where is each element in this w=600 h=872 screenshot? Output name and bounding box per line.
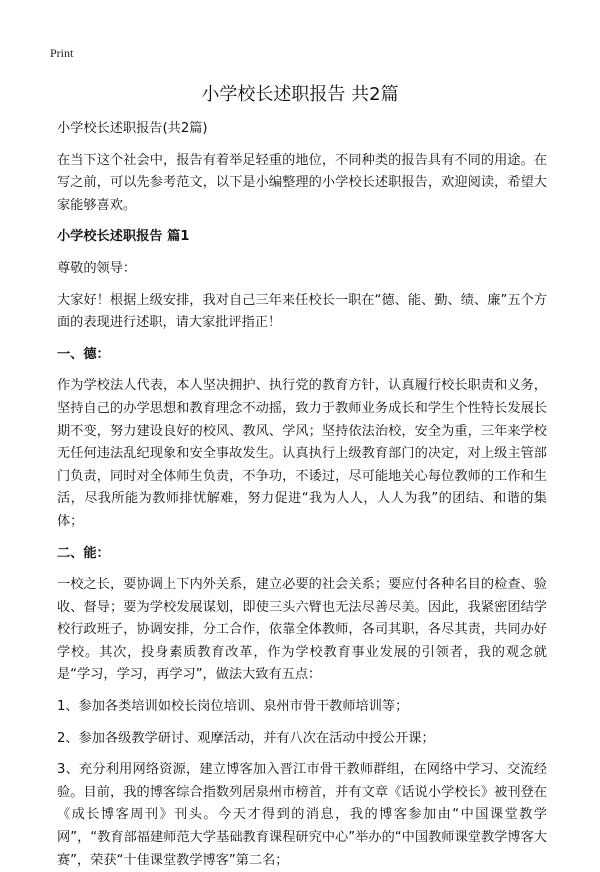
virtue-paragraph: 作为学校法人代表，本人坚决拥护、执行党的教育方针，认真履行校长职责和义务，坚持自己的办学思想和教育理念不动摇，致力于教师业务成长和学生个性特长发展长期不变，努力建设良好的校风、教风、学风；坚持依法治校，安全为重，三年来学校无任何违法乱纪现象和安全事故发生。认真执行上级教育部门的决定，对上级主管部门负责，同时对全体师生负责，不争功，不诿过，尽可能地关心每位教师的工作和生活，尽我所能为教师排忧解难，努力促进“我为人人，人人为我”的团结、和谐的集体；: [57, 378, 547, 529]
list-item-3: 3、充分利用网络资源，建立博客加入晋江市骨干教师群组，在网络中学习、交流经验。目前，我的博客综合指数列居泉州市榜首，并有文章《话说小学校长》被刊登在《成长博客周刊》刊头。今天才得到的消息，我的博客参加由“中国课堂教学网”，“教育部福建师范大学基础教育课程研究中心”举办的“中国教师课堂教学博客大赛”，荣获“十佳课堂教学博客”第二名；: [57, 762, 547, 868]
heading-ability: 二、能：: [57, 545, 110, 561]
document-title: 小学校长述职报告 共2篇: [201, 84, 399, 105]
greeting-paragraph: 大家好！根据上级安排，我对自己三年来任校长一职在“德、能、勤、绩、廉”五个方面的表现进行述职，请大家批评指正！: [57, 292, 547, 331]
print-link[interactable]: Print: [50, 46, 74, 60]
section-heading-part1: 小学校长述职报告 篇1: [57, 229, 190, 245]
intro-paragraph: 在当下这个社会中，报告有着举足轻重的地位，不同种类的报告具有不同的用途。在写之前，可以先参考范文，以下是小编整理的小学校长述职报告，欢迎阅读，希望大家能够喜欢。: [57, 152, 547, 213]
list-item-2: 2、参加各级教学研讨、观摩活动，并有八次在活动中授公开课；: [57, 730, 435, 746]
salutation: 尊敬的领导：: [57, 260, 137, 276]
list-item-1: 1、参加各类培训如校长岗位培训、泉州市骨干教师培训等；: [57, 699, 409, 715]
subtitle-line: 小学校长述职报告(共2篇): [57, 121, 208, 136]
document-body: [57, 118, 547, 872]
heading-virtue: 一、德：: [57, 346, 110, 362]
ability-paragraph: 一校之长，要协调上下内外关系，建立必要的社会关系；要应付各种名目的检查、验收、督导；要为学校发展谋划，即使三头六臂也无法尽善尽美。因此，我紧密团结学校行政班子，协调安排，分工合作，依靠全体教师，各司其职，各尽其责，共同办好学校。其次，投身素质教育改革，作为学校教育事业发展的引领者，我的观念就是“学习，学习，再学习”，做法大致有五点：: [57, 577, 547, 683]
